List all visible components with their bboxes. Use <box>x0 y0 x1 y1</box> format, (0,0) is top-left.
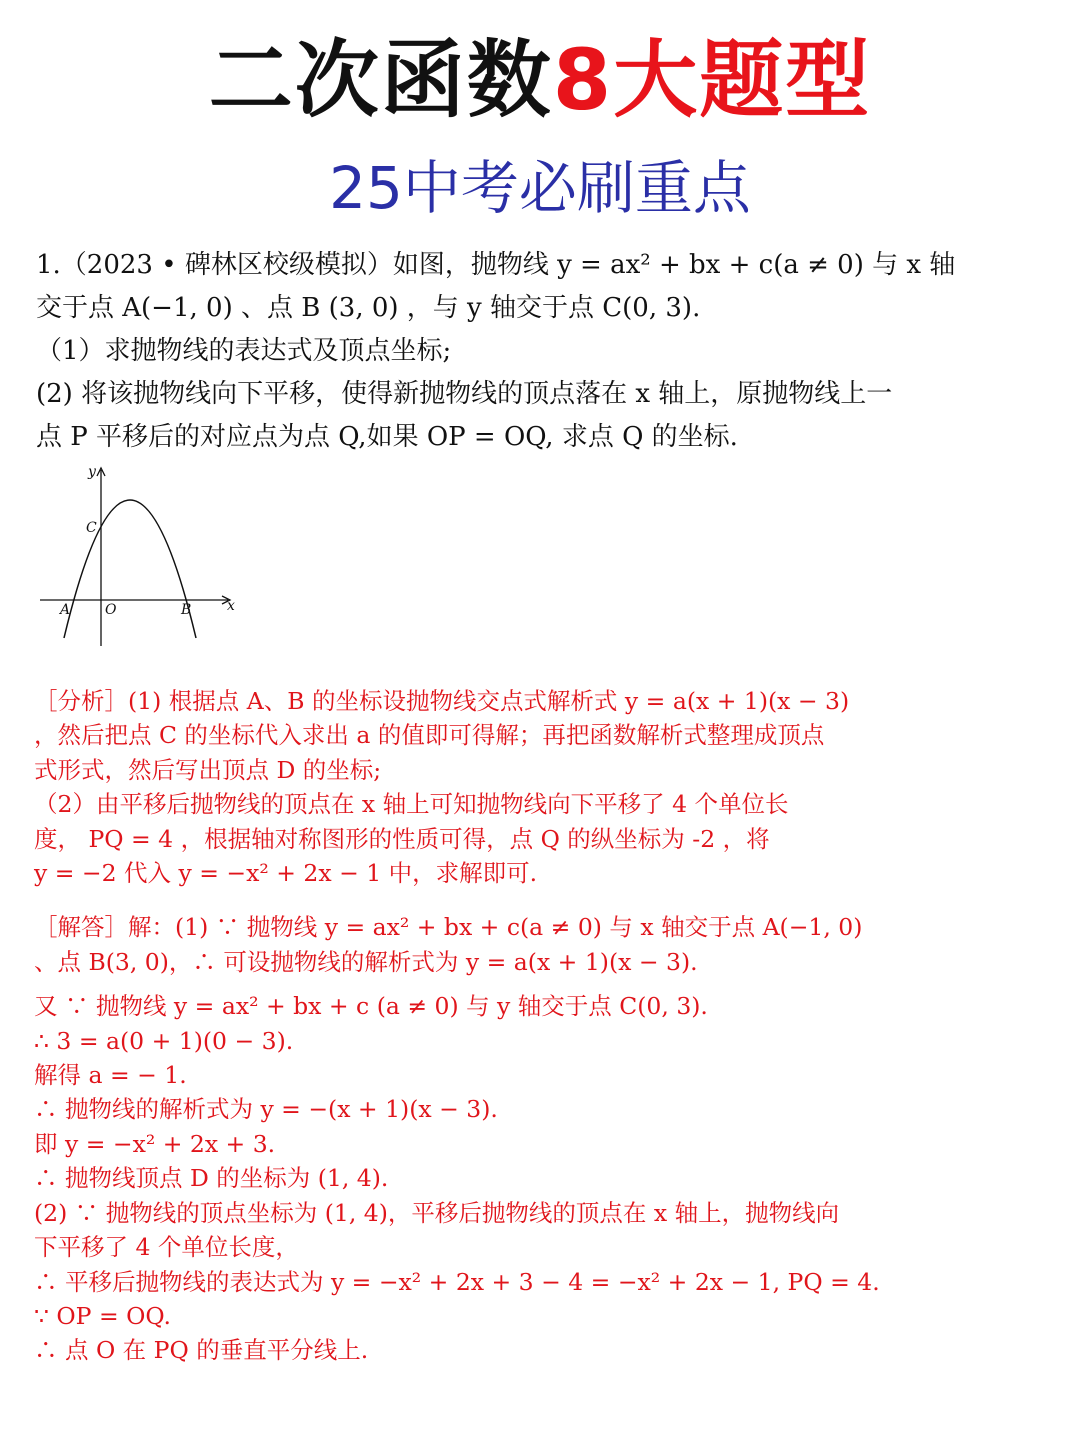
solution-line: ［解答］解：(1) ∵ 抛物线 y = ax² + bx + c(a ≠ 0) 与 x 轴交于点 A(−1, 0) <box>34 913 863 942</box>
analysis-line: 度， PQ = 4 ，根据轴对称图形的性质可得，点 Q 的纵坐标为 -2 ，将 <box>34 824 770 853</box>
spacer <box>34 890 1064 910</box>
parabola-figure <box>34 462 244 652</box>
origin-label: O <box>105 602 117 618</box>
solution-line: ∵ OP = OQ. <box>34 1301 171 1330</box>
problem-line: （1）求抛物线的表达式及顶点坐标; <box>36 336 452 366</box>
solution-line: ∴ 3 = a(0 + 1)(0 − 3). <box>34 1026 294 1055</box>
analysis-line: 式形式，然后写出顶点 D 的坐标; <box>34 755 382 784</box>
solution-line: 即 y = −x² + 2x + 3. <box>34 1129 276 1158</box>
spacer <box>34 979 1064 989</box>
solution-line: (2) ∵ 抛物线的顶点坐标为 (1, 4)，平移后抛物线的顶点在 x 轴上，抛物线向 <box>34 1198 840 1227</box>
point-c-label: C <box>86 520 97 536</box>
x-axis-label: x <box>227 598 235 614</box>
solution-line: ∴ 点 O 在 PQ 的垂直平分线上. <box>34 1336 369 1365</box>
problem-line: (2) 将该抛物线向下平移，使得新抛物线的顶点落在 x 轴上，原抛物线上一 <box>36 379 893 409</box>
solution-line: 又 ∵ 抛物线 y = ax² + bx + c (a ≠ 0) 与 y 轴交于点 C(0, 3). <box>34 992 708 1021</box>
solution-line: ∴ 抛物线的解析式为 y = −(x + 1)(x − 3). <box>34 1095 498 1124</box>
analysis-block <box>34 684 1064 890</box>
point-a-label: A <box>60 602 71 618</box>
analysis-line: ，然后把点 C 的坐标代入求出 a 的值即可得解；再把函数解析式整理成顶点 <box>34 721 825 750</box>
analysis-line: （2）由平移后抛物线的顶点在 x 轴上可知抛物线向下平移了 4 个单位长 <box>34 790 789 819</box>
y-axis-label: y <box>88 464 96 480</box>
problem-line: 点 P 平移后的对应点为点 Q,如果 OP = OQ, 求点 Q 的坐标. <box>36 422 738 452</box>
solution-line: ∴ 抛物线顶点 D 的坐标为 (1, 4). <box>34 1164 389 1193</box>
title-part-1: 二次函数 <box>208 31 553 129</box>
point-b-label: B <box>181 602 192 618</box>
solution-line: 下平移了 4 个单位长度， <box>34 1233 299 1262</box>
problem-statement <box>36 244 1056 459</box>
problem-line: 交于点 A(−1, 0) 、点 B (3, 0) ，与 y 轴交于点 C(0, 3). <box>36 293 701 323</box>
solution-line: 、点 B(3, 0)，∴ 可设抛物线的解析式为 y = a(x + 1)(x − 3). <box>34 947 698 976</box>
page-subtitle: 25中考必刷重点 <box>329 154 751 222</box>
solution-block-1 <box>34 910 1064 979</box>
title-part-2: 8大题型 <box>552 31 872 129</box>
analysis-line: y = −2 代入 y = −x² + 2x − 1 中，求解即可. <box>34 859 538 888</box>
parabola-curve <box>64 500 196 638</box>
solution-line: ∴ 平移后抛物线的表达式为 y = −x² + 2x + 3 − 4 = −x² + 2x − 1, PQ = 4. <box>34 1267 880 1296</box>
answer-section <box>34 684 1064 1368</box>
solution-block-2 <box>34 989 1064 1367</box>
problem-line: 1.（2023 • 碑林区校级模拟）如图，抛物线 y = ax² + bx + c(a ≠ 0) 与 x 轴 <box>36 250 956 280</box>
page-title <box>0 30 1080 130</box>
solution-line: 解得 a = − 1. <box>34 1061 187 1090</box>
analysis-line: ［分析］(1) 根据点 A、B 的坐标设抛物线交点式解析式 y = a(x + 1)(x − 3) <box>34 687 850 715</box>
